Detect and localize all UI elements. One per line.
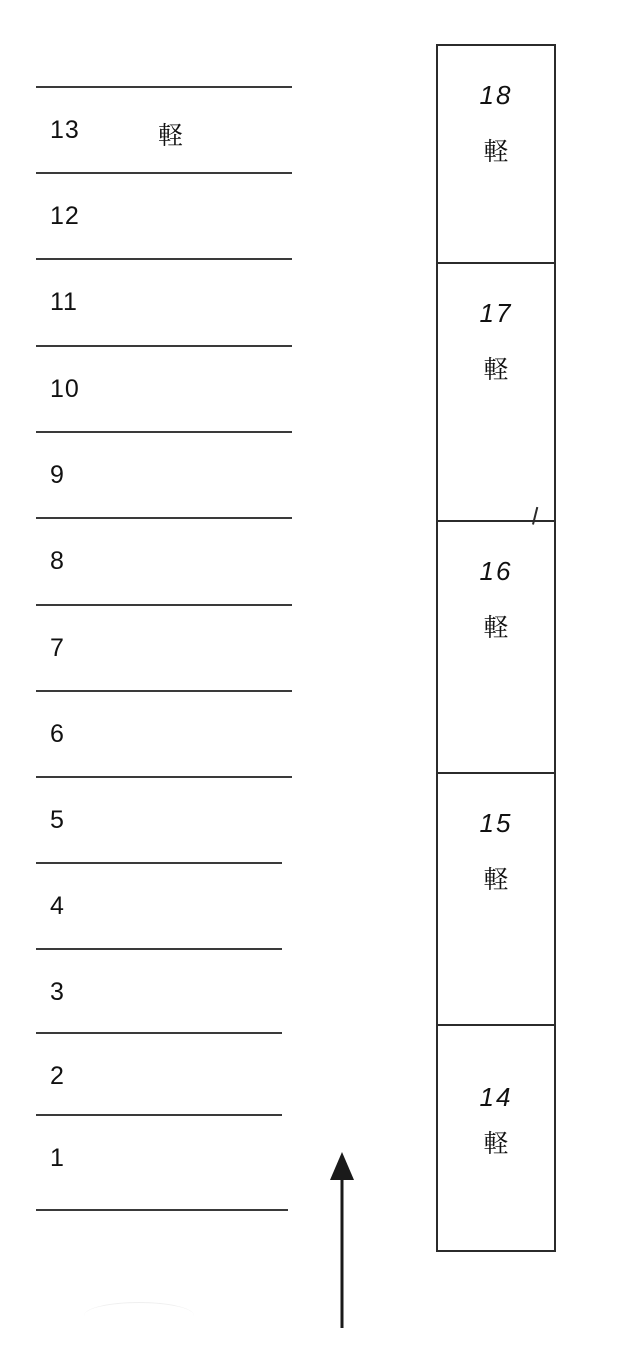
slot-number: 11 bbox=[50, 288, 78, 316]
cell-kei-label: 軽 bbox=[483, 614, 509, 642]
stack-cell bbox=[438, 264, 554, 522]
slot-number: 4 bbox=[50, 892, 65, 920]
slot-divider-rule bbox=[36, 948, 282, 950]
list-item bbox=[36, 862, 292, 949]
cell-kei-label: 軽 bbox=[483, 138, 509, 166]
list-item bbox=[36, 86, 292, 173]
stack-cell bbox=[438, 1026, 554, 1250]
slot-divider-rule bbox=[36, 1114, 282, 1116]
slot-number: 1 bbox=[50, 1144, 65, 1172]
stack-cell bbox=[438, 774, 554, 1026]
slot-kei-label: 軽 bbox=[158, 122, 184, 150]
slot-number: 9 bbox=[50, 461, 65, 489]
slot-number: 6 bbox=[50, 720, 65, 748]
slot-divider-rule bbox=[36, 345, 292, 347]
list-item bbox=[36, 517, 292, 604]
slot-number: 2 bbox=[50, 1062, 65, 1090]
pen-tick-mark bbox=[532, 507, 548, 527]
cell-number: 15 bbox=[479, 808, 513, 838]
slot-number: 7 bbox=[50, 634, 65, 662]
slot-divider-rule bbox=[36, 431, 292, 433]
cell-kei-label: 軽 bbox=[483, 1130, 509, 1158]
slot-divider-rule bbox=[36, 172, 292, 174]
slot-divider-rule bbox=[36, 604, 292, 606]
list-item bbox=[36, 345, 292, 432]
direction-arrow bbox=[320, 1150, 364, 1330]
slot-divider-rule bbox=[36, 1032, 282, 1034]
list-item bbox=[36, 776, 292, 863]
slot-number: 12 bbox=[50, 202, 80, 230]
list-item bbox=[36, 1114, 292, 1201]
slot-number: 3 bbox=[50, 978, 65, 1006]
list-bottom-rule bbox=[36, 1209, 288, 1211]
slot-number: 5 bbox=[50, 806, 65, 834]
stack-cell bbox=[438, 46, 554, 264]
cell-number: 18 bbox=[479, 80, 513, 110]
slot-divider-rule bbox=[36, 258, 292, 260]
cell-kei-label: 軽 bbox=[483, 866, 509, 894]
slot-divider-rule bbox=[36, 862, 282, 864]
list-item bbox=[36, 258, 292, 345]
list-item bbox=[36, 431, 292, 518]
cell-number: 16 bbox=[479, 556, 513, 586]
list-item bbox=[36, 948, 292, 1035]
slot-number: 8 bbox=[50, 547, 65, 575]
slot-divider-rule bbox=[36, 690, 292, 692]
list-item bbox=[36, 1032, 292, 1119]
cell-kei-label: 軽 bbox=[483, 356, 509, 384]
slot-number: 13 bbox=[50, 116, 80, 144]
slot-divider-rule bbox=[36, 517, 292, 519]
cell-number: 17 bbox=[479, 298, 513, 328]
slot-divider-rule bbox=[36, 86, 292, 88]
list-item bbox=[36, 604, 292, 691]
slot-divider-rule bbox=[36, 776, 292, 778]
list-item bbox=[36, 172, 292, 259]
cell-number: 14 bbox=[479, 1082, 513, 1112]
boxed-slot-stack bbox=[436, 44, 556, 1252]
slot-number: 10 bbox=[50, 375, 80, 403]
stack-cell bbox=[438, 522, 554, 774]
numbered-slot-list bbox=[36, 86, 292, 1211]
scan-artifact bbox=[84, 1302, 194, 1329]
list-item bbox=[36, 690, 292, 777]
